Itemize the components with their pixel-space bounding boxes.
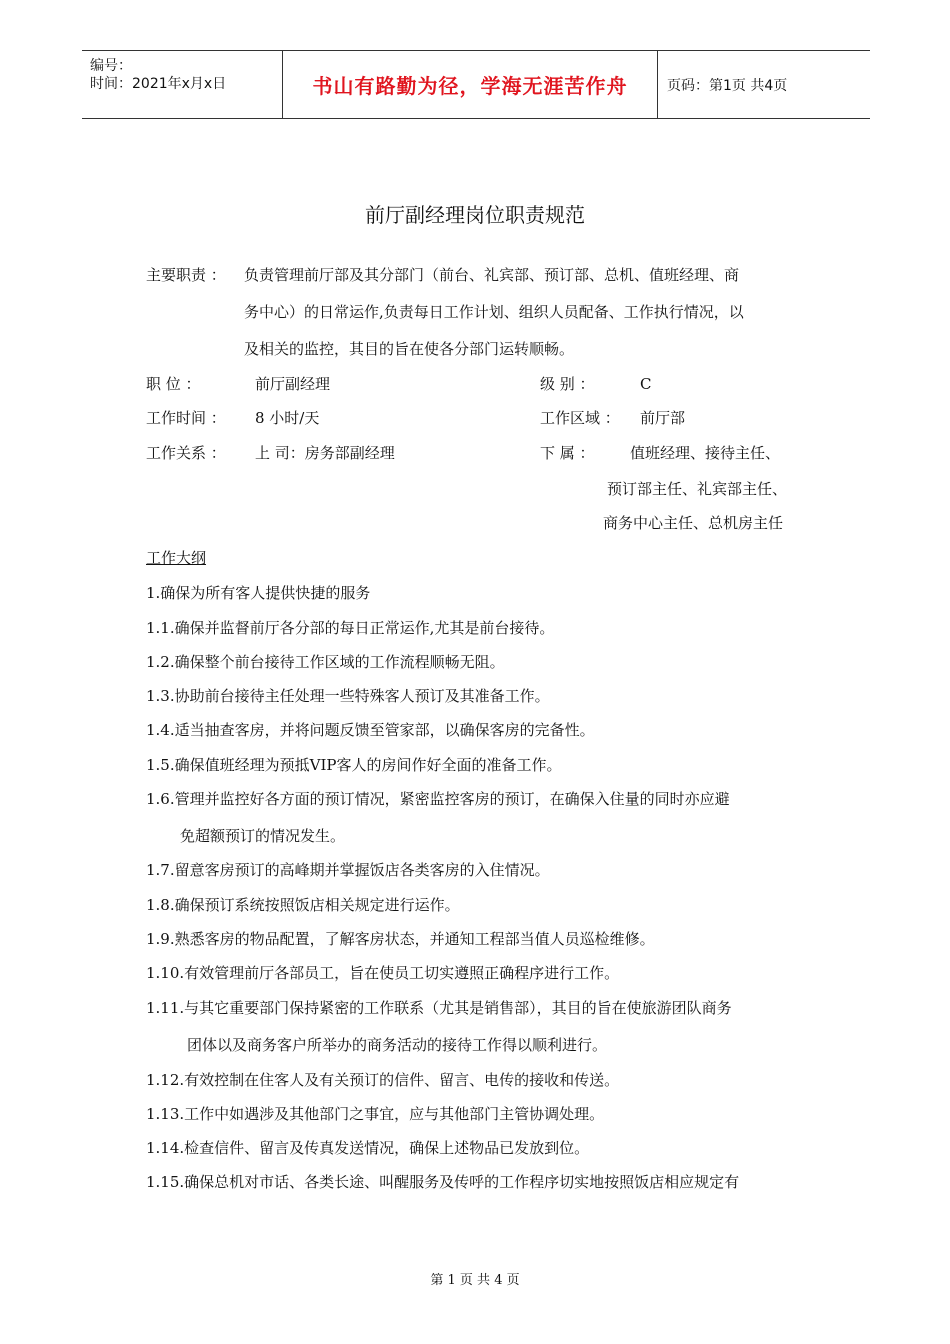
subordinate-line: 预订部主任、礼宾部主任、 (607, 480, 788, 498)
outline-item: 1.8.确保预订系统按照饭店相关规定进行运作。 (146, 896, 460, 914)
superior-value: 上 司：房务部副经理 (255, 444, 395, 462)
page-footer: 第 1 页 共 4 页 (430, 1273, 520, 1288)
outline-item: 1.9.熟悉客房的物品配置，了解客房状态，并通知工程部当值人员巡检维修。 (146, 930, 655, 948)
outline-item: 1.确保为所有客人提供快捷的服务 (146, 584, 371, 602)
subordinate-label: 下 属 ： (540, 444, 595, 462)
duty-line: 负责管理前厅部及其分部门（前台、礼宾部、预订部、总机、值班经理、商 (244, 266, 740, 284)
subordinate-line: 商务中心主任、总机房主任 (603, 514, 784, 532)
document-date-label: 时间：2021年x月x日 (90, 76, 227, 92)
duty-line: 及相关的监控，其目的旨在使各分部门运转顺畅。 (244, 340, 575, 358)
header-motto-cell (282, 51, 658, 118)
outline-item: 1.12.有效控制在住客人及有关预订的信件、留言、电传的接收和传送。 (146, 1071, 620, 1089)
area-value: 前厅部 (640, 409, 686, 427)
subordinate-line: 值班经理、接待主任、 (630, 444, 781, 462)
position-label: 职 位 ： (146, 375, 201, 393)
header-motto: 书山有路勤为径，学海无涯苦作舟 (312, 74, 628, 98)
outline-item: 1.1.确保并监督前厅各分部的每日正常运作,尤其是前台接待。 (146, 619, 555, 637)
outline-item: 1.11.与其它重要部门保持紧密的工作联系（尤其是销售部），其目的旨在使旅游团队商务 (146, 999, 732, 1017)
outline-item: 1.3.协助前台接待主任处理一些特殊客人预订及其准备工作。 (146, 687, 550, 705)
outline-item: 1.15.确保总机对市话、各类长途、叫醒服务及传呼的工作程序切实地按照饭店相应规定有 (146, 1173, 740, 1191)
position-value: 前厅副经理 (255, 375, 331, 393)
outline-title: 工作大纲 (146, 549, 207, 567)
outline-item: 1.6.管理并监控好各方面的预订情况，紧密监控客房的预订，在确保入住量的同时亦应避 (146, 790, 730, 808)
area-label: 工作区域 ： (540, 409, 620, 427)
level-value: C (640, 375, 652, 393)
hours-label: 工作时间 ： (146, 409, 226, 427)
outline-item: 1.13.工作中如遇涉及其他部门之事宜，应与其他部门主管协调处理。 (146, 1105, 605, 1123)
header-page-cell (657, 51, 870, 118)
relation-label: 工作关系 ： (146, 444, 226, 462)
outline-item: 1.10.有效管理前厅各部员工，旨在使员工切实遵照正确程序进行工作。 (146, 964, 620, 982)
outline-item: 1.2.确保整个前台接待工作区域的工作流程顺畅无阻。 (146, 653, 505, 671)
duty-label: 主要职责 ： (146, 266, 226, 284)
header-page-number: 页码：第1页 共4页 (667, 77, 788, 94)
hours-value: 8 小时/天 (255, 409, 320, 427)
outline-item-continuation: 团体以及商务客户所举办的商务活动的接待工作得以顺利进行。 (187, 1036, 608, 1054)
page-header (82, 50, 870, 119)
outline-item: 1.5.确保值班经理为预抵VIP客人的房间作好全面的准备工作。 (146, 756, 562, 774)
header-meta (82, 51, 282, 118)
outline-item: 1.14.检查信件、留言及传真发送情况，确保上述物品已发放到位。 (146, 1139, 590, 1157)
level-label: 级 别 ： (540, 375, 595, 393)
document-title: 前厅副经理岗位职责规范 (365, 203, 585, 227)
duty-line: 务中心）的日常运作,负责每日工作计划、组织人员配备、工作执行情况，以 (244, 303, 744, 321)
outline-item: 1.7.留意客房预订的高峰期并掌握饭店各类客房的入住情况。 (146, 861, 550, 879)
outline-item: 1.4.适当抽查客房，并将问题反馈至管家部，以确保客房的完备性。 (146, 721, 595, 739)
outline-item-continuation: 免超额预订的情况发生。 (180, 827, 346, 845)
document-number-label: 编号： (90, 58, 132, 74)
